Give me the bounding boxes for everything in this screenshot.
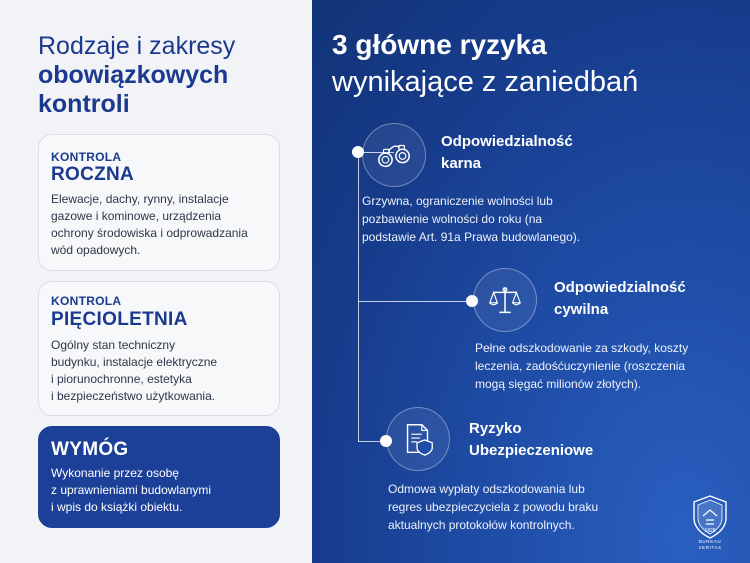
timeline-dot-1 <box>352 146 364 158</box>
left-title-line-2: obowiązkowych <box>38 61 229 89</box>
logo-text-1: BUREAU <box>698 539 722 544</box>
handcuffs-icon <box>375 136 413 174</box>
risk-1-description <box>362 192 580 246</box>
handcuffs-icon-circle <box>362 123 426 187</box>
timeline-dot-2 <box>466 295 478 307</box>
card-heading: PIĘCIOLETNIA <box>51 309 188 330</box>
logo-text-2: VERITAS <box>698 545 722 550</box>
risk-2-heading <box>554 277 686 321</box>
left-title <box>38 32 308 119</box>
timeline-dot-3 <box>380 435 392 447</box>
card-annual-inspection <box>38 134 280 271</box>
risk-1-heading-line-2: karna <box>441 155 482 172</box>
risk-3-heading <box>469 418 593 462</box>
right-panel <box>312 0 750 563</box>
card-text-line: Elewacje, dachy, rynny, instalacje <box>51 192 229 206</box>
timeline-vertical-line <box>358 152 359 442</box>
risk-2-description-line: leczenia, zadośćuczynienie (roszczenia <box>475 359 686 373</box>
document-shield-icon-circle <box>386 407 450 471</box>
card-five-year-inspection <box>38 281 280 416</box>
risk-2-description-line: Pełne odszkodowanie za szkody, koszty <box>475 341 689 355</box>
risk-2-description-line: mogą sięgać milionów złotych). <box>475 377 642 391</box>
card-text-line: z uprawnieniami budowlanymi <box>51 483 212 497</box>
risk-3-heading-line-2: Ubezpieczeniowe <box>469 442 594 459</box>
risk-1-description-line: pozbawienie wolności do roku (na <box>362 212 543 226</box>
risk-1-heading <box>441 131 573 175</box>
left-title-line-1: Rodzaje i zakresy <box>38 32 236 60</box>
risk-1-heading-line-1: Odpowiedzialność <box>441 133 573 150</box>
risk-3-description-line: aktualnych protokołów kontrolnych. <box>388 518 575 532</box>
card-text-line: i piorunochronne, estetyka <box>51 372 192 386</box>
risk-2-description <box>475 339 688 393</box>
risk-3-heading-line-1: Ryzyko <box>469 420 522 437</box>
risk-3-description <box>388 480 598 534</box>
risk-2-heading-line-1: Odpowiedzialność <box>554 279 686 296</box>
card-text <box>51 465 271 516</box>
card-heading: WYMÓG <box>51 439 129 460</box>
right-title-regular: wynikające z zaniedbań <box>332 66 639 98</box>
card-text <box>51 337 271 405</box>
timeline-connector-2 <box>358 301 473 302</box>
card-kicker: KONTROLA <box>51 150 122 164</box>
card-text <box>51 191 271 259</box>
risk-1-description-line: podstawie Art. 91a Prawa budowlanego). <box>362 230 581 244</box>
card-text-line: i bezpieczeństwo użytkowania. <box>51 389 216 403</box>
scales-icon <box>486 281 524 319</box>
card-text-line: Ogólny stan techniczny <box>51 338 176 352</box>
card-text-line: wód opadowych. <box>51 243 141 257</box>
card-text-line: ochrony środowiska i odprowadzania <box>51 226 248 240</box>
risk-2-heading-line-2: cywilna <box>554 301 609 318</box>
risk-1-description-line: Grzywna, ograniczenie wolności lub <box>362 194 553 208</box>
card-text-line: Wykonanie przez osobę <box>51 466 179 480</box>
logo-year: 1828 <box>704 528 716 534</box>
card-requirement <box>38 426 280 528</box>
card-text-line: budynku, instalacje elektryczne <box>51 355 218 369</box>
right-title-bold: 3 główne ryzyka <box>332 29 547 60</box>
card-heading: ROCZNA <box>51 164 135 185</box>
card-kicker: KONTROLA <box>51 294 122 308</box>
document-shield-icon <box>399 420 437 458</box>
risk-3-description-line: Odmowa wypłaty odszkodowania lub <box>388 482 585 496</box>
left-panel <box>0 0 312 563</box>
scales-icon-circle <box>473 268 537 332</box>
card-text-line: gazowe i kominowe, urządzenia <box>51 209 222 223</box>
risk-3-description-line: regres ubezpieczyciela z powodu braku <box>388 500 599 514</box>
bureau-veritas-logo <box>690 494 730 550</box>
card-text-line: i wpis do książki obiektu. <box>51 500 183 514</box>
left-title-line-3: kontroli <box>38 90 130 118</box>
